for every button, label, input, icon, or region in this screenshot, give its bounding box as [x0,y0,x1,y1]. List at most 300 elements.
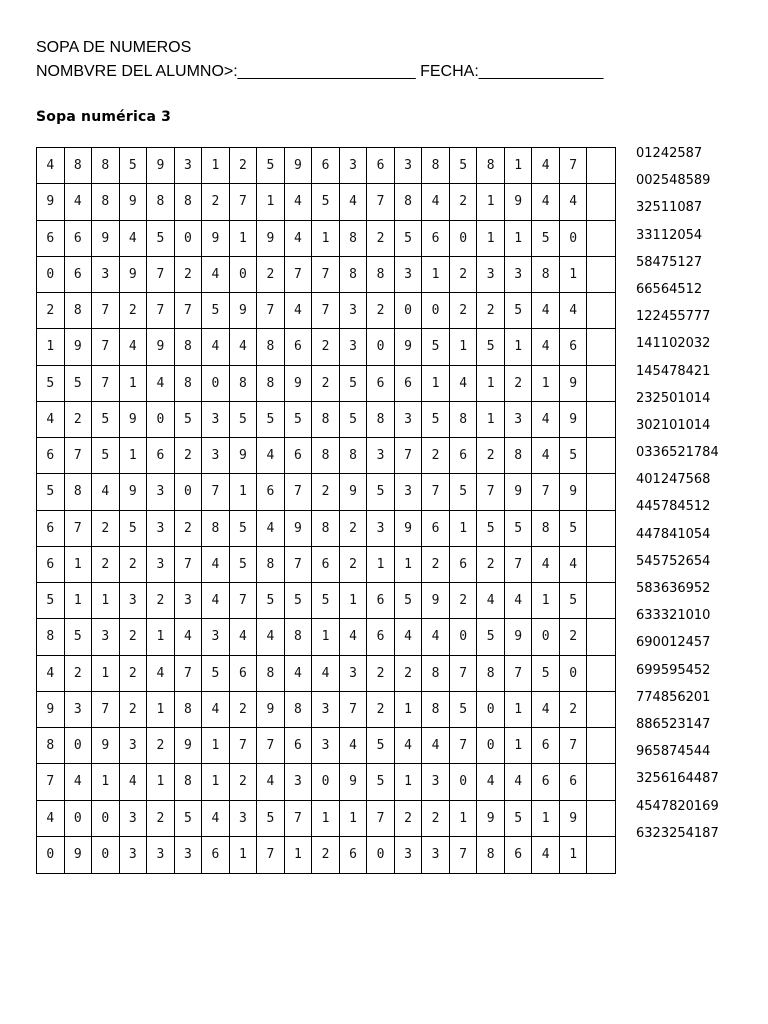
grid-cell: 8 [175,184,203,220]
grid-cell: 2 [422,547,450,583]
grid-cell-empty [587,402,615,438]
grid-cell: 1 [120,438,148,474]
grid-cell: 8 [175,764,203,800]
grid-cell: 4 [37,402,65,438]
grid-cell: 1 [312,221,340,257]
number-to-find: 0336521784 [636,445,719,461]
grid-cell: 9 [560,366,588,402]
grid-cell: 3 [340,148,368,184]
grid-cell: 7 [92,366,120,402]
grid-cell: 0 [65,801,93,837]
grid-cell: 2 [422,801,450,837]
grid-cell: 3 [202,619,230,655]
grid-cell: 7 [505,656,533,692]
grid-cell: 2 [367,293,395,329]
grid-cell: 4 [230,329,258,365]
number-to-find: 3256164487 [636,771,719,787]
grid-cell: 9 [37,692,65,728]
grid-cell: 9 [505,474,533,510]
grid-cell: 8 [532,511,560,547]
grid-cell: 7 [477,474,505,510]
grid-cell: 3 [340,293,368,329]
grid-cell: 4 [532,184,560,220]
grid-cell: 8 [340,438,368,474]
grid-cell: 8 [312,438,340,474]
grid-cell: 2 [65,656,93,692]
grid-cell: 6 [312,148,340,184]
grid-cell: 4 [340,184,368,220]
grid-cell: 9 [147,148,175,184]
grid-cell: 9 [257,221,285,257]
grid-cell: 0 [65,728,93,764]
grid-cell: 0 [37,257,65,293]
grid-cell: 3 [120,801,148,837]
grid-cell: 4 [202,583,230,619]
grid-cell: 7 [285,257,313,293]
grid-cell: 2 [120,656,148,692]
grid-cell: 1 [450,801,478,837]
grid-cell: 5 [285,402,313,438]
grid-cell: 2 [230,148,258,184]
grid-cell: 8 [65,148,93,184]
grid-cell: 2 [560,619,588,655]
grid-cell: 6 [65,257,93,293]
grid-cell: 4 [532,293,560,329]
grid-cell: 4 [532,837,560,873]
grid-cell: 5 [120,511,148,547]
grid-cell: 5 [395,583,423,619]
grid-cell: 4 [505,764,533,800]
grid-cell: 2 [477,438,505,474]
grid-cell: 9 [230,293,258,329]
grid-cell: 4 [120,221,148,257]
grid-cell: 6 [285,438,313,474]
grid-cell: 5 [395,221,423,257]
grid-cell: 0 [477,692,505,728]
grid-cell: 4 [422,184,450,220]
grid-cell: 5 [560,583,588,619]
grid-cell: 3 [202,438,230,474]
grid-cell: 7 [230,583,258,619]
grid-cell: 6 [312,547,340,583]
grid-cell: 1 [532,583,560,619]
grid-cell: 8 [312,402,340,438]
grid-cell: 5 [202,293,230,329]
grid-cell: 0 [560,221,588,257]
grid-cell: 5 [230,511,258,547]
grid-cell: 2 [175,438,203,474]
grid-cell: 6 [230,656,258,692]
grid-cell: 5 [257,148,285,184]
grid-cell: 8 [37,728,65,764]
grid-cell-empty [587,148,615,184]
grid-cell: 7 [65,511,93,547]
grid-cell: 1 [257,184,285,220]
grid-cell: 5 [257,801,285,837]
grid-cell: 4 [202,692,230,728]
grid-cell: 2 [367,221,395,257]
grid-cell: 3 [92,619,120,655]
grid-cell: 5 [477,619,505,655]
grid-cell: 7 [202,474,230,510]
grid-cell: 2 [340,511,368,547]
grid-cell: 8 [367,402,395,438]
grid-cell: 4 [257,764,285,800]
grid-cell: 7 [312,257,340,293]
grid-cell-empty [587,221,615,257]
grid-cell: 9 [505,184,533,220]
grid-cell: 7 [175,293,203,329]
grid-cell: 1 [450,329,478,365]
grid-cell: 7 [560,728,588,764]
grid-cell: 2 [37,293,65,329]
grid-cell: 7 [285,801,313,837]
grid-cell: 1 [285,837,313,873]
grid-cell: 2 [120,692,148,728]
grid-cell: 1 [65,547,93,583]
grid-cell: 1 [505,221,533,257]
grid-cell: 8 [477,148,505,184]
grid-cell: 4 [37,656,65,692]
grid-cell: 1 [395,547,423,583]
grid-cell: 6 [65,221,93,257]
grid-cell: 2 [450,184,478,220]
grid-cell: 9 [65,329,93,365]
grid-cell: 6 [285,728,313,764]
grid-cell: 3 [65,692,93,728]
grid-cell: 1 [312,801,340,837]
grid-cell: 1 [450,511,478,547]
number-to-find: 33112054 [636,227,703,243]
grid-cell: 8 [257,656,285,692]
grid-cell: 2 [505,366,533,402]
grid-cell: 5 [560,511,588,547]
number-to-find: 6323254187 [636,825,719,841]
grid-cell: 5 [532,221,560,257]
grid-cell: 4 [202,547,230,583]
grid-cell: 7 [230,184,258,220]
grid-cell: 7 [312,293,340,329]
grid-cell: 0 [450,221,478,257]
grid-cell: 5 [477,329,505,365]
grid-cell: 6 [450,438,478,474]
grid-cell: 0 [450,764,478,800]
grid-cell: 5 [450,148,478,184]
number-to-find: 401247568 [636,472,711,488]
grid-cell: 2 [312,474,340,510]
grid-cell: 9 [560,474,588,510]
grid-cell: 2 [340,547,368,583]
grid-cell: 1 [202,764,230,800]
grid-cell: 6 [532,728,560,764]
grid-cell: 4 [532,148,560,184]
grid-cell: 6 [367,148,395,184]
grid-cell: 6 [37,438,65,474]
grid-cell: 5 [285,583,313,619]
number-to-find: 690012457 [636,635,711,651]
grid-cell: 1 [395,692,423,728]
grid-cell-empty [587,583,615,619]
grid-cell: 7 [65,438,93,474]
grid-cell: 9 [120,402,148,438]
grid-cell: 4 [312,656,340,692]
number-to-find: 002548589 [636,173,711,189]
grid-cell: 7 [257,728,285,764]
grid-cell-empty [587,438,615,474]
grid-cell: 2 [147,728,175,764]
grid-cell: 7 [285,547,313,583]
grid-cell: 8 [395,184,423,220]
grid-cell-empty [587,764,615,800]
grid-cell: 0 [230,257,258,293]
grid-cell: 1 [532,801,560,837]
grid-cell: 0 [175,221,203,257]
grid-cell-empty [587,474,615,510]
grid-cell: 1 [92,656,120,692]
grid-cell: 3 [395,474,423,510]
grid-cell: 3 [395,837,423,873]
grid-cell: 9 [477,801,505,837]
grid-cell: 7 [395,438,423,474]
grid-cell: 1 [65,583,93,619]
grid-cell: 0 [147,402,175,438]
number-to-find: 633321010 [636,608,711,624]
grid-cell-empty [587,293,615,329]
grid-cell: 1 [505,329,533,365]
grid-cell-empty [587,547,615,583]
grid-cell: 5 [505,801,533,837]
grid-cell: 1 [312,619,340,655]
grid-cell: 3 [505,402,533,438]
grid-cell: 2 [147,801,175,837]
grid-cell: 2 [312,329,340,365]
grid-cell: 5 [230,402,258,438]
grid-cell: 9 [340,764,368,800]
grid-cell: 1 [202,148,230,184]
number-to-find: 66564512 [636,281,703,297]
grid-cell: 8 [65,293,93,329]
grid-cell: 8 [505,438,533,474]
grid-cell: 0 [367,837,395,873]
grid-cell: 6 [37,547,65,583]
grid-cell: 6 [37,221,65,257]
grid-cell: 2 [450,583,478,619]
grid-cell: 2 [65,402,93,438]
grid-cell: 5 [367,764,395,800]
number-to-find: 58475127 [636,254,703,270]
number-to-find: 774856201 [636,689,711,705]
puzzle-title: Sopa numérica 3 [36,109,172,125]
grid-cell: 7 [92,329,120,365]
grid-cell: 6 [202,837,230,873]
grid-cell: 6 [37,511,65,547]
grid-cell: 8 [257,366,285,402]
grid-cell: 8 [477,656,505,692]
grid-cell: 1 [477,221,505,257]
grid-cell: 4 [532,329,560,365]
grid-cell-empty [587,329,615,365]
grid-cell: 8 [285,692,313,728]
grid-cell: 2 [560,692,588,728]
grid-cell: 1 [202,728,230,764]
grid-cell: 7 [340,692,368,728]
grid-cell: 3 [147,474,175,510]
grid-cell: 5 [312,583,340,619]
grid-cell-empty [587,184,615,220]
grid-cell: 8 [422,148,450,184]
grid-cell: 1 [120,366,148,402]
grid-cell: 3 [230,801,258,837]
grid-cell: 9 [92,221,120,257]
grid-cell: 1 [37,329,65,365]
grid-cell: 1 [477,184,505,220]
grid-cell: 8 [340,221,368,257]
grid-cell: 9 [92,728,120,764]
grid-cell: 1 [422,366,450,402]
grid-cell: 6 [367,619,395,655]
grid-cell: 4 [202,801,230,837]
grid-cell: 4 [560,293,588,329]
grid-cell-empty [587,692,615,728]
grid-cell: 2 [92,511,120,547]
grid-cell: 5 [340,402,368,438]
grid-cell: 9 [120,257,148,293]
grid-cell-empty [587,801,615,837]
grid-cell: 6 [395,366,423,402]
grid-cell: 5 [92,438,120,474]
grid-cell: 4 [532,547,560,583]
grid-cell: 2 [312,366,340,402]
worksheet-title: SOPA DE NUMEROS [36,39,192,56]
grid-cell: 2 [120,619,148,655]
grid-cell: 3 [395,257,423,293]
grid-cell: 2 [120,547,148,583]
grid-cell: 5 [65,366,93,402]
grid-cell: 7 [257,837,285,873]
grid-cell: 4 [560,184,588,220]
grid-cell: 4 [532,402,560,438]
grid-cell: 0 [422,293,450,329]
grid-cell: 4 [395,728,423,764]
grid-cell: 7 [147,293,175,329]
grid-cell: 4 [257,511,285,547]
grid-cell: 7 [92,293,120,329]
grid-cell: 4 [560,547,588,583]
number-search-grid [36,147,616,874]
grid-cell: 2 [450,293,478,329]
grid-cell: 2 [175,257,203,293]
grid-cell: 2 [422,438,450,474]
number-to-find: 4547820169 [636,798,719,814]
grid-cell: 4 [37,148,65,184]
grid-cell: 2 [312,837,340,873]
grid-cell: 3 [312,692,340,728]
grid-cell: 4 [285,184,313,220]
grid-cell: 7 [230,728,258,764]
grid-cell: 7 [175,547,203,583]
number-to-find: 141102032 [636,336,711,352]
grid-cell: 8 [532,257,560,293]
grid-cell: 8 [147,184,175,220]
grid-cell: 2 [230,764,258,800]
grid-cell: 4 [37,801,65,837]
grid-cell: 0 [395,293,423,329]
grid-cell: 4 [147,656,175,692]
grid-cell: 6 [285,329,313,365]
grid-cell: 5 [560,438,588,474]
grid-cell: 3 [175,583,203,619]
grid-cell: 2 [230,692,258,728]
number-to-find: 583636952 [636,581,711,596]
grid-cell: 2 [92,547,120,583]
grid-cell: 3 [367,511,395,547]
grid-cell: 5 [147,221,175,257]
grid-cell: 4 [422,619,450,655]
grid-cell: 0 [477,728,505,764]
number-to-find: 232501014 [636,390,711,406]
grid-cell: 4 [422,728,450,764]
grid-cell: 5 [92,402,120,438]
grid-cell: 9 [505,619,533,655]
grid-cell: 9 [230,438,258,474]
grid-cell: 4 [477,583,505,619]
grid-cell: 2 [477,547,505,583]
grid-cell: 3 [120,728,148,764]
grid-cell: 3 [175,837,203,873]
grid-cell: 3 [340,656,368,692]
number-to-find: 699595452 [636,662,711,678]
grid-cell: 7 [367,801,395,837]
grid-cell: 4 [395,619,423,655]
grid-cell: 8 [340,257,368,293]
grid-cell: 1 [560,837,588,873]
grid-cell: 4 [202,257,230,293]
grid-cell: 2 [175,511,203,547]
grid-cell: 3 [422,837,450,873]
grid-cell: 5 [202,656,230,692]
numbers-to-find-list [636,144,719,851]
grid-cell: 5 [450,474,478,510]
grid-cell: 5 [257,583,285,619]
grid-cell: 5 [367,728,395,764]
grid-cell: 3 [285,764,313,800]
grid-cell: 1 [147,692,175,728]
grid-cell: 0 [367,329,395,365]
grid-cell: 5 [257,402,285,438]
grid-cell: 4 [120,329,148,365]
grid-cell: 4 [285,293,313,329]
grid-cell: 2 [367,692,395,728]
grid-cell: 3 [147,511,175,547]
grid-cell: 6 [367,583,395,619]
grid-cell: 4 [175,619,203,655]
grid-cell: 6 [422,221,450,257]
grid-cell: 3 [120,837,148,873]
grid-cell: 3 [395,148,423,184]
grid-cell: 9 [120,474,148,510]
grid-cell: 4 [147,366,175,402]
grid-cell: 7 [285,474,313,510]
grid-cell: 9 [285,148,313,184]
grid-cell: 1 [230,221,258,257]
grid-cell: 8 [92,184,120,220]
grid-cell: 9 [285,511,313,547]
grid-cell-empty [587,619,615,655]
grid-cell: 8 [422,692,450,728]
grid-cell: 6 [560,764,588,800]
grid-cell: 2 [120,293,148,329]
grid-cell: 4 [257,619,285,655]
